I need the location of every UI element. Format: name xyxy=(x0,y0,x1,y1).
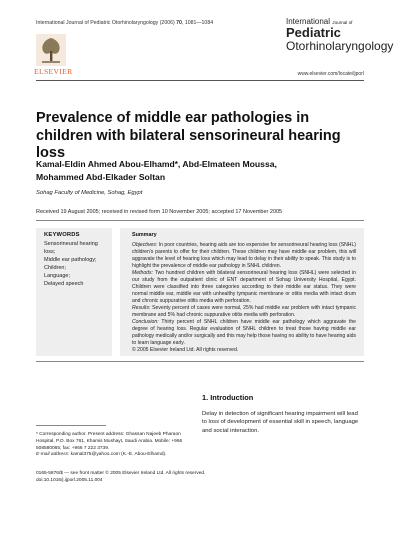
author-list xyxy=(36,158,366,183)
footnote-text: * Corresponding author. Present address: Ghassan Najeeb Pharaon Hospital, P.O. Box 761, Khamis Mushayt, Saudi Arabia. Mobile: +966 508580065; fax: +966 7 222 3739. xyxy=(36,432,183,451)
abstract-methods xyxy=(132,270,356,305)
email-address[interactable]: kamal375@yahoo.com (K.-E. Abou-Elhamd). xyxy=(70,452,167,458)
keywords-box xyxy=(36,228,112,356)
keyword-item: Middle ear pathology; xyxy=(44,256,97,263)
header-divider xyxy=(36,80,364,81)
footnote-divider xyxy=(36,425,106,426)
methods-text: Two hundred children with bilateral sensorineural hearing loss (SNHL) were selected in our study from the outpatient clinic of ENT department of Sohag University Hospital, Egypt. Children were classified into three categories according to their middle ear status. They were normal middle ear, middle ear with unhealthy tympanic membrane or otitis media with intact drum and chronic suppurative otitis media with perforation. xyxy=(132,270,356,305)
keywords-title: KEYWORDS xyxy=(44,232,80,238)
journal-line-text: International Journal of Pediatric Otorhinolaryngology (2006) xyxy=(36,20,175,26)
keywords-list xyxy=(44,241,108,289)
results-label: Results: xyxy=(132,305,151,312)
masthead-otorhinolaryngology: Otorhinolaryngology xyxy=(286,39,394,54)
conclusion-label: Conclusion: xyxy=(132,319,159,326)
author-2: , Abd-Elmateen Moussa, xyxy=(177,159,277,169)
authors-line-1 xyxy=(36,158,366,171)
keyword-item: Children; xyxy=(44,264,67,271)
masthead-international: International xyxy=(286,17,331,26)
doi-line[interactable]: doi:10.1016/j.ijporl.2005.11.004 xyxy=(36,477,103,483)
abstract-top-divider xyxy=(36,220,364,221)
corresponding-author-mark[interactable]: * xyxy=(174,160,178,169)
journal-pages: , 1081—1084 xyxy=(181,20,214,26)
abstract-bottom-divider xyxy=(36,361,364,362)
corresponding-author-footnote xyxy=(36,432,190,459)
masthead-journal-of: Journal of xyxy=(332,20,353,25)
results-text: Seventy percent of cases were normal, 25% had middle ear problem with intact tympanic membrane and 5% had chronic suppurative otitis media with perforation. xyxy=(132,305,356,319)
front-matter-info xyxy=(36,471,236,485)
elsevier-tree-logo-icon xyxy=(36,34,66,66)
introduction-heading: 1. Introduction xyxy=(202,393,254,402)
abstract-body xyxy=(132,242,356,354)
journal-masthead xyxy=(286,18,393,53)
author-1: Kamal-Eldin Ahmed Abou-Elhamd xyxy=(36,159,175,169)
front-matter-line: 0165-5876/$ — see front matter © 2005 Elsevier Ireland Ltd. All rights reserved. xyxy=(36,471,206,476)
journal-volume: 70 xyxy=(176,20,182,26)
keyword-item: Language; xyxy=(44,272,70,279)
objectives-text: In poor countries, hearing aids are too expensive for sensorineural hearing loss (SNHL) children's parents to offer for their children. These children may have middle ear problem, this will aggravate the level of hearing loss which may lead to delay in their ability to speak. This study is to highlight the prevalence of middle ear pathology in SNHL children. xyxy=(132,242,357,270)
affiliation: Sohag Faculty of Medicine, Sohag, Egypt xyxy=(36,190,143,196)
publisher-name: ELSEVIER xyxy=(34,67,73,76)
masthead-pediatric: Pediatric xyxy=(286,25,341,41)
journal-url[interactable]: www.elsevier.com/locate/ijporl xyxy=(297,71,364,77)
journal-citation xyxy=(36,20,213,26)
received-dates: Received 19 August 2005; received in revised form 10 November 2005; accepted 17 November 2005 xyxy=(36,209,283,215)
objectives-label: Objectives: xyxy=(132,242,158,248)
abstract-box xyxy=(120,228,364,356)
abstract-conclusion xyxy=(132,319,356,347)
article-title: Prevalence of middle ear pathologies in children with bilateral sensorineural hearing loss xyxy=(36,110,341,162)
methods-label: Methods: xyxy=(132,270,153,277)
abstract-objectives xyxy=(132,242,356,270)
abstract-title: Summary xyxy=(132,232,157,238)
keyword-item: Sensorineural hearing loss; xyxy=(44,241,98,255)
conclusion-text: Thirty percent of SNHL children have middle ear pathology which aggravate the degree of hearing loss. Regular evaluation of SNHL children to treat those having middle ear pathology medically and/or surgically and this may help those having no ability to have hearing aids to learn language early. xyxy=(132,319,356,347)
footnote-email-line xyxy=(36,452,190,459)
author-3: Mohammed Abd-Elkader Soltan xyxy=(36,171,166,182)
abstract-results xyxy=(132,305,356,319)
keyword-item: Delayed speech xyxy=(44,280,84,287)
abstract-copyright: © 2005 Elsevier Ireland Ltd. All rights reserved. xyxy=(132,347,239,354)
email-label: E-mail address: xyxy=(36,452,70,458)
introduction-text: Delay in detection of significant hearing impairment will lead to loss of development of essential skill in speech, language and social interaction. xyxy=(202,411,359,434)
